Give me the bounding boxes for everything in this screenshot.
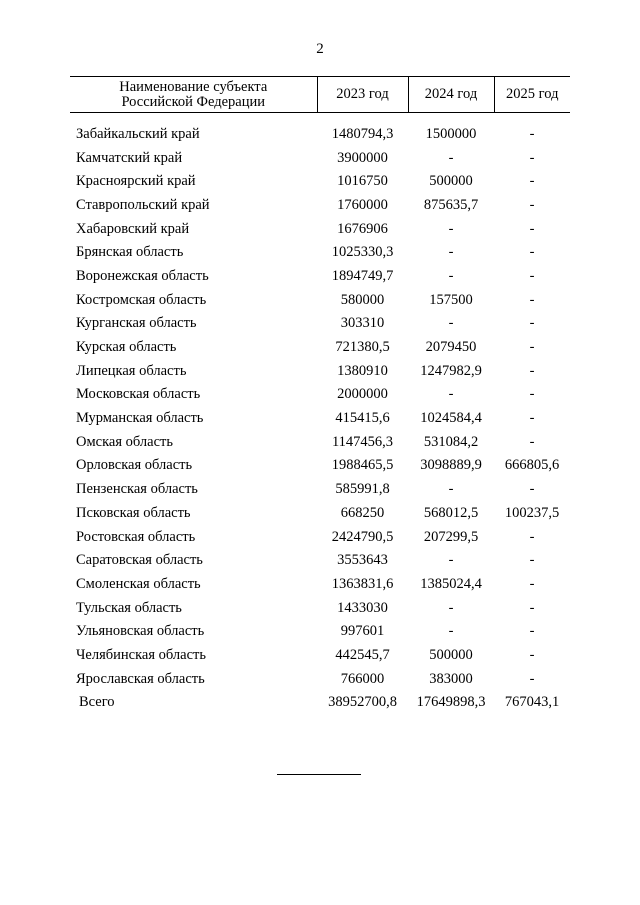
table-row [70,407,570,431]
region-name-cell: Красноярский край [76,173,196,190]
header-2024: 2024 год [408,77,494,113]
value-2023-cell: 2000000 [337,386,388,403]
value-2024-cell: 3098889,9 [420,457,482,474]
region-name-cell: Ставропольский край [76,196,210,213]
value-2025-cell: - [529,291,535,308]
table-row [70,312,570,336]
value-2024-cell: 1500000 [425,126,477,143]
value-2025-cell: - [529,220,535,237]
table-row [70,217,570,241]
table-row [70,620,570,644]
value-2023-cell: 1380910 [337,362,388,379]
value-2025-cell: - [529,646,535,663]
value-2023-cell: 1894749,7 [331,267,394,284]
value-2025-cell: - [529,481,535,498]
table-row [70,336,570,360]
value-2023-cell: 1147456,3 [331,433,394,450]
region-name-cell: Пензенская область [76,481,198,498]
value-2024-cell: 500000 [429,646,473,663]
value-2024-cell: - [448,220,454,237]
value-2024-cell: 157500 [429,291,473,308]
value-2023-cell: 2424790,5 [331,528,394,545]
table-row [70,573,570,597]
table-row [70,265,570,289]
value-2024-cell: 531084,2 [423,433,479,450]
region-name-cell: Ульяновская область [76,623,205,640]
value-2024-cell: 1247982,9 [420,362,482,379]
header-2023: 2023 год [317,77,408,113]
value-2025-cell: - [529,173,535,190]
value-2024-cell: - [448,552,454,569]
value-2024-cell: - [448,244,454,261]
region-name-cell: Саратовская область [76,552,203,569]
value-2024-cell: 383000 [429,670,473,687]
value-2024-cell: 568012,5 [423,504,479,521]
value-2025-cell: - [529,196,535,213]
value-2023-cell: 3900000 [337,149,388,166]
table-row [70,170,570,194]
table-row [70,596,570,620]
table-row [70,478,570,502]
table-row [70,383,570,407]
value-2025-cell: - [529,410,535,427]
region-name-cell: Воронежская область [76,267,209,284]
value-2025-cell: - [529,623,535,640]
value-2024-cell: - [448,623,454,640]
value-2025-cell: - [529,149,535,166]
value-2023-cell: 580000 [340,291,385,308]
value-2024-cell: 2079450 [425,339,477,356]
value-2025-cell: - [529,339,535,356]
value-2025-cell: 100237,5 [504,504,560,521]
value-2023-cell: 721380,5 [335,339,390,356]
value-2023-cell: 1363831,6 [331,575,394,592]
table-row [70,549,570,573]
value-2023-cell: 1760000 [337,196,388,213]
value-2023-cell: 997601 [340,623,385,640]
region-name-cell: Брянская область [76,244,184,261]
value-2024-cell: 1385024,4 [420,575,482,592]
region-name-cell: Смоленская область [76,575,201,592]
value-2025-cell: - [529,670,535,687]
value-2024-cell: - [448,599,454,616]
value-2025-cell: 666805,6 [504,457,560,474]
value-2025-cell: - [529,126,535,143]
value-2023-cell: 1016750 [337,173,388,190]
value-2024-cell: - [448,315,454,332]
table-row [70,241,570,265]
value-2025-cell: - [529,244,535,261]
header-region-name-line1: Наименование субъекта [119,78,268,95]
value-2023-cell: 1676906 [337,220,388,237]
table-row [70,113,570,147]
value-2025-cell: - [529,362,535,379]
value-2024-cell: 500000 [429,173,473,190]
value-2023-cell: 1988465,5 [331,457,394,474]
table-row [70,454,570,478]
page-number: 2 [316,41,324,57]
header-region-name-line2: Российской Федерации [121,93,266,110]
table-header-row [70,77,570,113]
value-2024-cell: 17649898,3 [416,694,486,711]
value-2023-cell: 442545,7 [335,646,390,663]
value-2023-cell: 1025330,3 [331,244,394,261]
table-row [70,667,570,691]
table-row [70,430,570,454]
region-name-cell: Курганская область [76,315,197,332]
value-2023-cell: 415415,6 [335,410,390,427]
region-name-cell: Липецкая область [76,362,187,379]
value-2025-cell: - [529,552,535,569]
end-of-document-rule [277,774,361,775]
value-2024-cell: 875635,7 [423,196,479,213]
value-2024-cell: - [448,386,454,403]
table-row [70,502,570,526]
region-name-cell: Челябинская область [76,646,206,663]
value-2025-cell: - [529,433,535,450]
value-2025-cell: - [529,528,535,545]
region-name-cell: Забайкальский край [76,126,200,143]
value-2024-cell: - [448,267,454,284]
value-2023-cell: 1433030 [337,599,388,616]
header-2025: 2025 год [494,77,570,113]
region-name-cell: Орловская область [76,457,193,474]
region-name-cell: Московская область [76,386,201,403]
value-2025-cell: - [529,315,535,332]
table-body [70,113,570,715]
value-2023-cell: 668250 [340,504,385,521]
region-name-cell: Ростовская область [76,528,196,545]
value-2023-cell: 3553643 [337,552,388,569]
value-2025-cell: - [529,575,535,592]
region-name-cell: Всего [79,694,115,711]
value-2025-cell: 767043,1 [504,694,560,711]
value-2024-cell: 207299,5 [423,528,479,545]
value-2023-cell: 585991,8 [335,481,390,498]
region-name-cell: Мурманская область [76,410,204,427]
value-2024-cell: - [448,481,454,498]
region-name-cell: Хабаровский край [76,220,190,237]
table-row [70,359,570,383]
table-row [70,288,570,312]
table-row [70,525,570,549]
subsidy-table [70,76,570,715]
table-row [70,194,570,218]
region-name-cell: Костромская область [76,291,207,308]
value-2023-cell: 766000 [340,670,385,687]
value-2025-cell: - [529,599,535,616]
region-name-cell: Ярославская область [76,670,205,687]
value-2024-cell: - [448,149,454,166]
region-name-cell: Псковская область [76,504,191,521]
region-name-cell: Курская область [76,339,177,356]
table-row [70,146,570,170]
value-2023-cell: 303310 [340,315,385,332]
table-row [70,644,570,668]
region-name-cell: Камчатский край [76,149,183,166]
value-2025-cell: - [529,267,535,284]
value-2023-cell: 1480794,3 [331,126,394,143]
value-2023-cell: 38952700,8 [328,694,397,711]
value-2024-cell: 1024584,4 [420,410,482,427]
region-name-cell: Тульская область [76,599,182,616]
value-2025-cell: - [529,386,535,403]
header-region-name [70,77,317,113]
region-name-cell: Омская область [76,433,173,450]
table-total-row [70,691,570,715]
